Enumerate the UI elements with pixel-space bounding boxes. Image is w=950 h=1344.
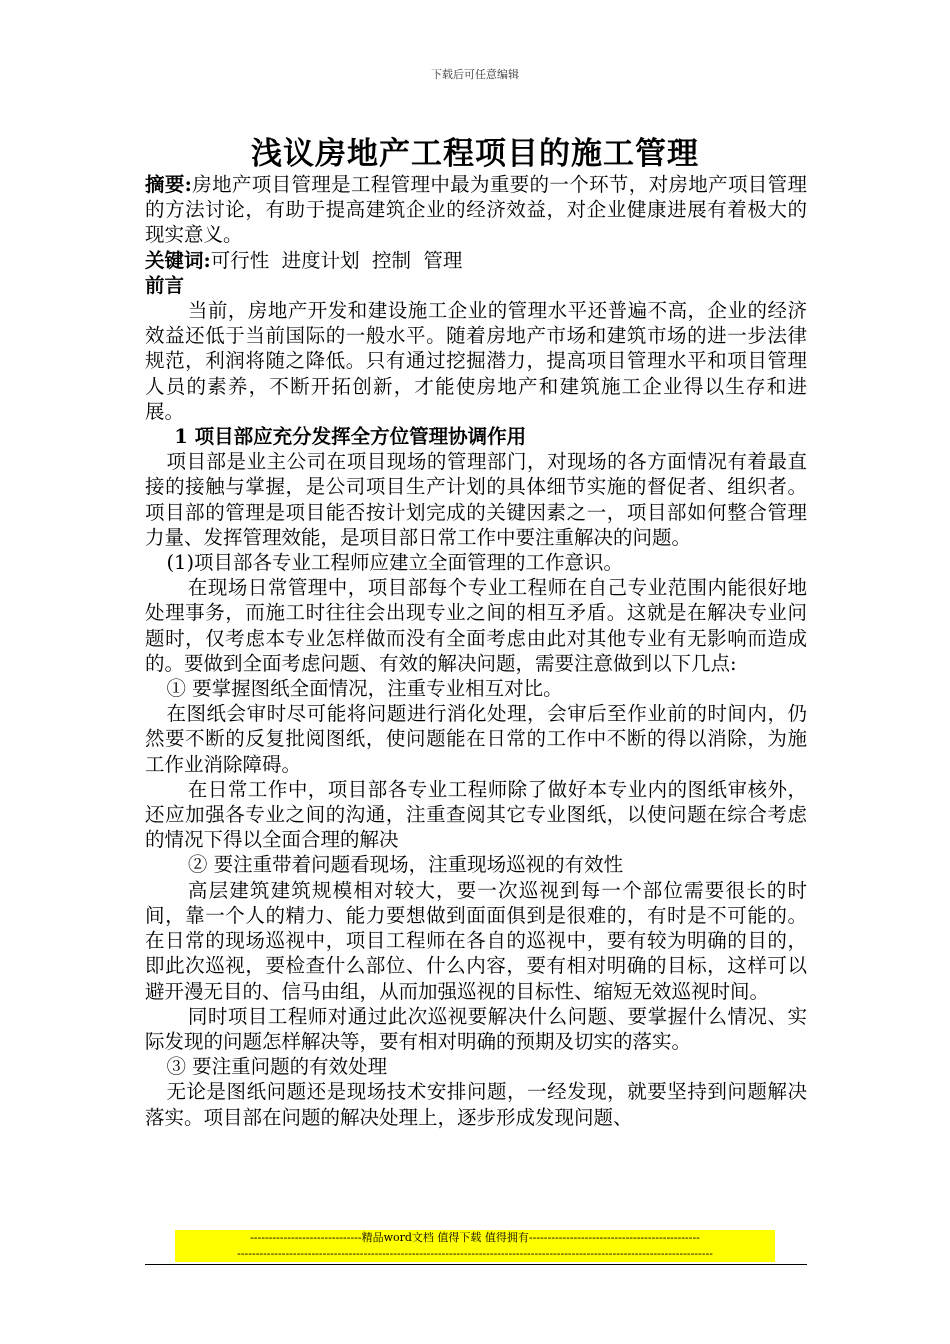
header-note: 下载后可任意编辑 bbox=[431, 68, 519, 81]
paragraph: 无论是图纸问题还是现场技术安排问题，一经发现，就要坚持到问题解决落实。项目部在问题的解决处理上，逐步形成发现问题、 bbox=[145, 1080, 807, 1129]
point-2: ② 要注重带着问题看现场，注重现场巡视的有效性 bbox=[187, 853, 624, 877]
paragraph: 在日常工作中，项目部各专业工程师除了做好本专业内的图纸审核外，还应加强各专业之间的沟通，注重查阅其它专业图纸，以使问题在综合考虑的情况下得以全面合理的解决 bbox=[145, 777, 807, 852]
paragraph-preface: 当前，房地产开发和建设施工企业的管理水平还普遍不高，企业的经济效益还低于当前国际的一般水平。随着房地产市场和建筑市场的进一步法律规范，利润将随之降低。只有通过挖掘潜力，提高项目管理水平和项目管理人员的素养，不断开拓创新，才能使房地产和建筑施工企业得以生存和进展。 bbox=[145, 299, 807, 423]
keywords-label: 关键词: bbox=[145, 248, 211, 272]
footer-line-1: ------------------------------精品word文档 值得下载 值得拥有---------------------------------------------- bbox=[250, 1231, 700, 1244]
abstract bbox=[145, 172, 807, 248]
point-3: ③ 要注重问题的有效处理 bbox=[166, 1055, 388, 1079]
footer-divider bbox=[145, 1264, 807, 1265]
abstract-text: 房地产项目管理是工程管理中最为重要的一个环节，对房地产项目管理的方法讨论，有助于提高建筑企业的经济效益，对企业健康进展有着极大的现实意义。 bbox=[145, 173, 807, 247]
document-title: 浅议房地产工程项目的施工管理 bbox=[251, 136, 699, 172]
document-body bbox=[145, 172, 807, 1130]
keywords-text: 可行性 进度计划 控制 管理 bbox=[210, 248, 463, 272]
abstract-label: 摘要: bbox=[145, 173, 192, 196]
paragraph: 项目部是业主公司在项目现场的管理部门，对现场的各方面情况有着最直接的接触与掌握，是公司项目生产计划的具体细节实施的督促者、组织者。项目部的管理是项目能否按计划完成的关键因素之一，项目部如何整合管理力量、发挥管理效能，是项目部日常工作中要注重解决的问题。 bbox=[145, 450, 807, 549]
footer-banner bbox=[175, 1230, 775, 1262]
paragraph: 在图纸会审时尽可能将问题进行消化处理，会审后至作业前的时间内，仍然要不断的反复批阅图纸，使问题能在日常的工作中不断的得以消除，为施工作业消除障碍。 bbox=[145, 702, 807, 776]
preface-heading: 前言 bbox=[145, 273, 185, 297]
point-1: ① 要掌握图纸全面情况，注重专业相互对比。 bbox=[166, 677, 563, 701]
paragraph: 在现场日常管理中，项目部每个专业工程师在自己专业范围内能很好地处理事务，而施工时往往会出现专业之间的相互矛盾。这就是在解决专业问题时，仅考虑本专业怎样做而没有全面考虑由此对其他专业有无影响而造成的。要做到全面考虑问题、有效的解决问题，需要注意做到以下几点: bbox=[145, 576, 807, 675]
paragraph: 同时项目工程师对通过此次巡视要解决什么问题、要掌握什么情况、实际发现的问题怎样解决等，要有相对明确的预期及切实的落实。 bbox=[145, 1004, 807, 1053]
footer-line-2: -------------------------------------------------------------------------------------------------------------------------------- bbox=[237, 1247, 713, 1260]
section-heading-1: 1 项目部应充分发挥全方位管理协调作用 bbox=[174, 425, 527, 449]
keywords bbox=[145, 248, 807, 273]
subheading-1: (1)项目部各专业工程师应建立全面管理的工作意识。 bbox=[166, 551, 624, 575]
paragraph: 高层建筑建筑规模相对较大，要一次巡视到每一个部位需要很长的时间，靠一个人的精力、能力要想做到面面俱到是很难的，有时是不可能的。在日常的现场巡视中，项目工程师在各自的巡视中，要有较为明确的目的，即此次巡视，要检查什么部位、什么内容，要有相对明确的目标，这样可以避开漫无目的、信马由组，从而加强巡视的目标性、缩短无效巡视时间。 bbox=[145, 878, 807, 1003]
